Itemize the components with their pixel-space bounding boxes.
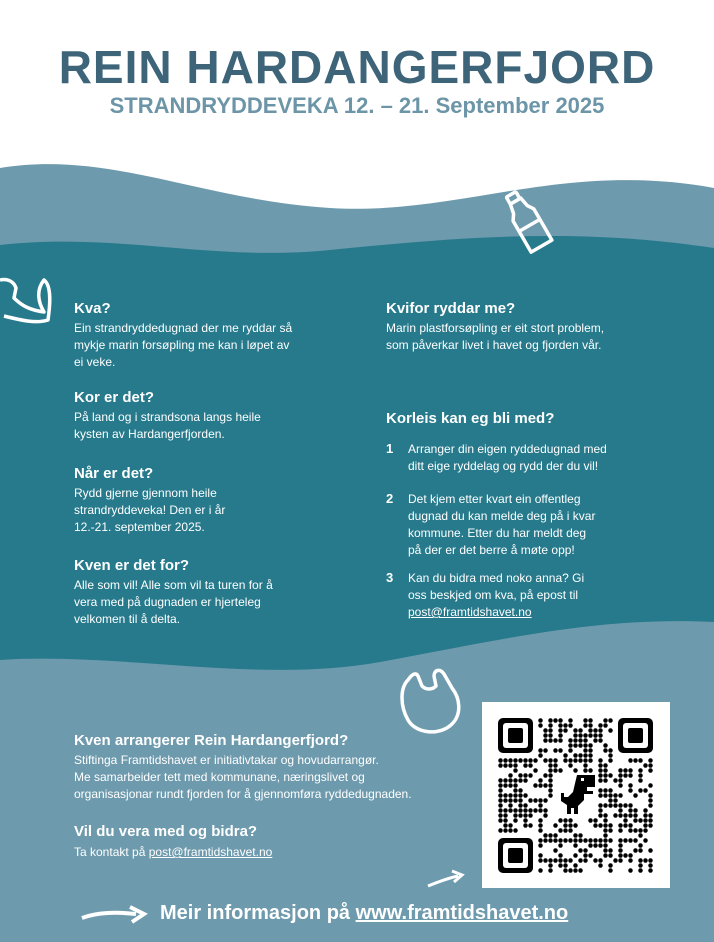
- section-text-kvifor: Marin plastforsøpling er eit stort problem, som påverkar livet i havet og fjorden vår.: [386, 321, 605, 352]
- step-number-3: 3: [386, 570, 394, 585]
- section-heading-kven: Kven er det for?: [74, 557, 190, 574]
- email-link-contribute[interactable]: post@framtidshavet.no: [148, 845, 273, 859]
- bottle-icon: [492, 186, 562, 256]
- section-text-naar: Rydd gjerne gjennom heile strandryddeveka! Den er i år 12.-21. september 2025.: [74, 486, 226, 534]
- organizer-heading: Kven arrangerer Rein Hardangerfjord?: [74, 732, 349, 749]
- organizer-text: Stiftinga Framtidshavet er initiativtakar og hovudarrangør. Me samarbeider tett med kommunane, næringslivet og organisasjonar rundt fjorden for å gjennomføra ryddedugnaden.: [74, 753, 412, 801]
- step-number-1: 1: [386, 441, 394, 456]
- section-heading-korleis: Korleis kan eg bli med?: [386, 410, 555, 427]
- section-heading-naar: Når er det?: [74, 465, 154, 482]
- footer-arrow-icon: [80, 904, 150, 926]
- section-heading-kor: Kor er det?: [74, 389, 155, 406]
- section-heading-kvifor: Kvifor ryddar me?: [386, 300, 516, 317]
- step-text-2: Det kjem etter kvart ein offentleg dugnad du kan melde deg på i kvar kommune. Etter du har meldt deg på der er det berre å møte opp!: [408, 492, 596, 557]
- section-text-kva: Ein strandryddedugnad der me ryddar så mykje marin forsøpling me kan i løpet av ei veke.: [74, 321, 293, 369]
- step-number-2: 2: [386, 491, 394, 506]
- section-text-kor: På land og i strandsona langs heile kysten av Hardangerfjorden.: [74, 410, 261, 441]
- website-link[interactable]: www.framtidshavet.no: [355, 902, 569, 924]
- step-text-3: Kan du bidra med noko anna? Gi oss beskjed om kva, på epost til post@framtidshavet.no: [408, 571, 585, 619]
- contribute-text: Ta kontakt på post@framtidshavet.no: [74, 845, 273, 859]
- qr-code[interactable]: [482, 702, 670, 888]
- step-text-1: Arranger din eigen ryddedugnad med ditt eige ryddelag og rydd der du vil!: [408, 442, 607, 473]
- page-subtitle: STRANDRYDDEVEKA 12. – 21. September 2025: [109, 93, 605, 118]
- section-text-kven: Alle som vil! Alle som vil ta turen for å vera med på dugnaden er hjerteleg velkomen til å delta.: [74, 578, 273, 626]
- email-link-step3[interactable]: post@framtidshavet.no: [408, 605, 532, 619]
- dinosaur-icon: [561, 775, 595, 814]
- arrow-right-icon: [426, 868, 466, 890]
- plastic-bag-icon: [390, 664, 470, 744]
- qr-code-icon: [482, 702, 670, 888]
- page-title: REIN HARDANGERFJORD: [58, 41, 656, 93]
- contribute-heading: Vil du vera med og bidra?: [74, 823, 258, 840]
- bag-handle-icon: [0, 276, 60, 338]
- section-heading-kva: Kva?: [74, 300, 111, 317]
- footer-text: Meir informasjon på www.framtidshavet.no: [160, 902, 569, 924]
